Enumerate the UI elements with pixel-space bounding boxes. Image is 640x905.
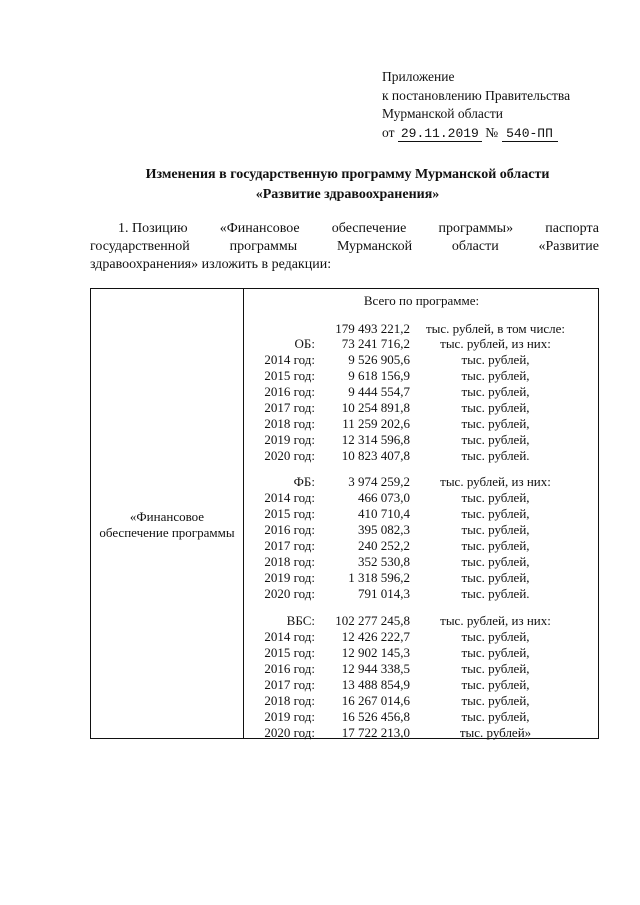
financing-table xyxy=(90,288,599,739)
table-left-text xyxy=(99,509,234,541)
row-value: 13 488 854,9 xyxy=(341,677,410,692)
paragraph-line-3: здравоохранения» изложить в редакции: xyxy=(90,257,332,272)
table-row xyxy=(243,709,600,725)
row-label: 2017 год: xyxy=(264,400,315,415)
row-unit: тыс. рублей, xyxy=(461,693,530,708)
row-unit: тыс. рублей, из них: xyxy=(440,613,551,628)
row-unit: тыс. рублей, xyxy=(461,368,530,383)
row-value: 12 426 222,7 xyxy=(341,629,410,644)
row-value: 12 902 145,3 xyxy=(341,645,410,660)
row-value: 1 318 596,2 xyxy=(348,570,410,585)
row-value: 9 618 156,9 xyxy=(348,368,410,383)
row-value: 791 014,3 xyxy=(358,586,410,601)
table-row xyxy=(243,613,600,629)
table-row xyxy=(243,474,600,490)
row-unit: тыс. рублей, xyxy=(461,400,530,415)
table-left-line-2: обеспечение программы xyxy=(99,524,235,540)
appendix-line-1: Приложение xyxy=(382,69,455,84)
row-label: 2019 год: xyxy=(264,570,315,585)
paragraph-word: «Финансовое xyxy=(219,221,300,236)
row-label: 2017 год: xyxy=(264,538,315,553)
row-label: 2016 год: xyxy=(264,384,315,399)
table-row xyxy=(243,554,600,570)
row-unit: тыс. рублей. xyxy=(461,586,530,601)
row-unit: тыс. рублей, xyxy=(461,661,530,676)
table-row xyxy=(243,645,600,661)
row-unit: тыс. рублей» xyxy=(459,725,532,740)
row-value: 73 241 716,2 xyxy=(341,336,410,351)
row-label: ВБС: xyxy=(286,613,315,628)
row-label: 2019 год: xyxy=(264,432,315,447)
row-unit: тыс. рублей, xyxy=(461,645,530,660)
row-unit: тыс. рублей, xyxy=(461,506,530,521)
appendix-block xyxy=(382,68,570,142)
appendix-line-2: к постановлению Правительства xyxy=(382,87,571,103)
paragraph-word: программы» xyxy=(438,221,514,236)
row-value: 9 526 905,6 xyxy=(348,352,410,367)
appendix-number-sign: № xyxy=(485,124,499,140)
table-row xyxy=(243,432,600,448)
row-unit: тыс. рублей, xyxy=(461,538,530,553)
row-unit: тыс. рублей, xyxy=(461,522,530,537)
table-row xyxy=(243,629,600,645)
paragraph-word: 1. Позицию xyxy=(118,221,188,236)
row-label: 2014 год: xyxy=(264,352,315,367)
table-row xyxy=(243,677,600,693)
row-value: 16 267 014,6 xyxy=(341,693,410,708)
paragraph-word: программы xyxy=(229,239,298,254)
document-title-line-1: Изменения в государственную программу Мурманской области xyxy=(145,167,550,182)
row-label: 2016 год: xyxy=(264,661,315,676)
row-value: 466 073,0 xyxy=(358,490,410,505)
table-row xyxy=(243,522,600,538)
row-unit: тыс. рублей, в том числе: xyxy=(425,321,566,336)
table-row xyxy=(243,693,600,709)
row-value: 12 944 338,5 xyxy=(341,661,410,676)
document-title-line-2: «Развитие здравоохранения» xyxy=(255,187,440,202)
row-unit: тыс. рублей, xyxy=(461,352,530,367)
row-value: 352 530,8 xyxy=(358,554,410,569)
row-label: 2020 год: xyxy=(264,725,315,740)
table-row xyxy=(243,661,600,677)
row-unit: тыс. рублей, xyxy=(461,490,530,505)
table-row xyxy=(243,400,600,416)
table-row xyxy=(243,490,600,506)
table-row xyxy=(243,570,600,586)
row-label: 2020 год: xyxy=(264,448,315,463)
row-value: 12 314 596,8 xyxy=(341,432,410,447)
body-paragraph xyxy=(90,220,599,274)
row-value: 395 082,3 xyxy=(358,522,410,537)
table-row xyxy=(243,384,600,400)
row-label: 2014 год: xyxy=(264,490,315,505)
row-value: 10 254 891,8 xyxy=(341,400,410,415)
paragraph-word: государственной xyxy=(90,239,190,254)
table-row xyxy=(243,336,600,352)
row-value: 16 526 456,8 xyxy=(341,709,410,724)
row-label: ФБ: xyxy=(293,474,315,489)
table-row xyxy=(243,586,600,602)
table-row xyxy=(243,538,600,554)
paragraph-line-2 xyxy=(90,238,599,256)
row-label: 2020 год: xyxy=(264,586,315,601)
row-value: 240 252,2 xyxy=(358,538,410,553)
row-unit: тыс. рублей, xyxy=(461,384,530,399)
total-label: Всего по программе: xyxy=(363,293,480,308)
row-label: 2017 год: xyxy=(264,677,315,692)
row-label: 2018 год: xyxy=(264,693,315,708)
row-unit: тыс. рублей, xyxy=(461,432,530,447)
row-label: 2014 год: xyxy=(264,629,315,644)
table-row xyxy=(243,321,600,337)
table-row xyxy=(243,368,600,384)
table-left-line-1: «Финансовое xyxy=(129,508,205,524)
table-row xyxy=(243,416,600,432)
row-label: ОБ: xyxy=(294,336,315,351)
table-row xyxy=(243,448,600,464)
row-unit: тыс. рублей, xyxy=(461,416,530,431)
row-unit: тыс. рублей, xyxy=(461,570,530,585)
row-value: 17 722 213,0 xyxy=(341,725,410,740)
row-value: 3 974 259,2 xyxy=(348,474,410,489)
row-label: 2015 год: xyxy=(264,506,315,521)
row-label: 2015 год: xyxy=(264,368,315,383)
row-unit: тыс. рублей, xyxy=(461,629,530,644)
row-label: 2018 год: xyxy=(264,554,315,569)
row-label: 2016 год: xyxy=(264,522,315,537)
appendix-line-3: Мурманской области xyxy=(382,106,503,121)
table-left-cell xyxy=(91,289,243,738)
paragraph-line-1 xyxy=(90,220,599,238)
row-label: 2015 год: xyxy=(264,645,315,660)
row-value: 102 277 245,8 xyxy=(335,613,410,628)
appendix-date-line xyxy=(382,124,570,143)
row-unit: тыс. рублей, xyxy=(461,677,530,692)
row-unit: тыс. рублей. xyxy=(461,448,530,463)
row-label: 2018 год: xyxy=(264,416,315,431)
row-value: 10 823 407,8 xyxy=(341,448,410,463)
row-value: 9 444 554,7 xyxy=(348,384,410,399)
row-label: 2019 год: xyxy=(264,709,315,724)
paragraph-word: «Развитие xyxy=(538,239,599,254)
table-row xyxy=(243,725,600,741)
appendix-date: 29.11.2019 xyxy=(398,126,482,142)
paragraph-word: паспорта xyxy=(545,221,599,236)
row-value: 410 710,4 xyxy=(358,506,410,521)
appendix-from-prefix: от xyxy=(382,124,395,140)
row-value: 179 493 221,2 xyxy=(335,321,410,336)
row-value: 11 259 202,6 xyxy=(342,416,410,431)
table-row xyxy=(243,506,600,522)
row-unit: тыс. рублей, из них: xyxy=(440,336,551,351)
appendix-number: 540-ПП xyxy=(502,126,558,142)
row-unit: тыс. рублей, xyxy=(461,709,530,724)
row-unit: тыс. рублей, из них: xyxy=(440,474,551,489)
paragraph-word: обеспечение xyxy=(331,221,407,236)
table-row xyxy=(243,352,600,368)
row-unit: тыс. рублей, xyxy=(461,554,530,569)
paragraph-word: Мурманской xyxy=(336,239,413,254)
paragraph-word: области xyxy=(451,239,499,254)
